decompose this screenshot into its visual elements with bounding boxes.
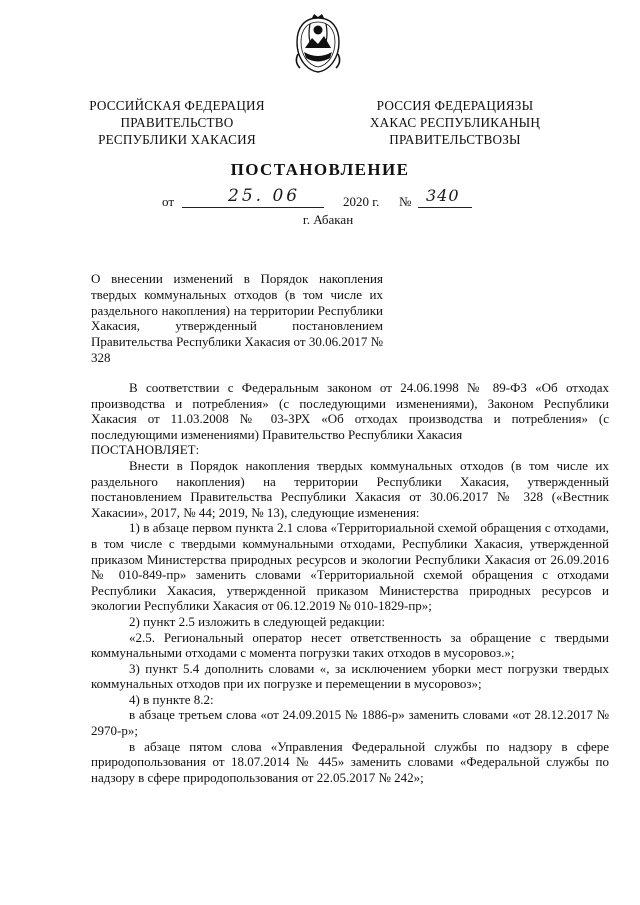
- body-paragraph: в абзаце третьем слова «от 24.09.2015 № 1886-р» заменить словами «от 28.12.2017 № 2970-р»;: [91, 707, 609, 739]
- decree-keyword: ПОСТАНОВЛЯЕТ:: [91, 442, 200, 458]
- document-title: ПОСТАНОВЛЕНИЕ: [230, 160, 410, 179]
- handwritten-number: 340: [426, 186, 460, 205]
- coat-of-arms-emblem: [290, 14, 346, 76]
- document-subject: О внесении изменений в Порядок накопления твердых коммунальных отходов (в том числе их раздельного накопления) на территории Республики Хакасия, утвержденный постановлением Правительства Республики Хакасия от 30.06.2017 № 328: [91, 271, 383, 365]
- body-paragraph: 3) пункт 5.4 дополнить словами «, за исключением уборки мест погрузки твердых коммунальных отходов при их погрузке и перемещении в мусоровоз»;: [91, 660, 609, 692]
- header-right-line: ПРАВИТЕЛЬСТВОЗЫ: [389, 132, 521, 147]
- header-left-line: ПРАВИТЕЛЬСТВО: [120, 115, 234, 130]
- header-right-line: РОССИЯ ФЕДЕРАЦИЯЗЫ: [376, 98, 534, 113]
- header-right-block: [356, 97, 554, 148]
- header-left-line: РОССИЙСКАЯ ФЕДЕРАЦИЯ: [89, 98, 265, 113]
- number-underline: [418, 207, 472, 208]
- city-name: г. Абакан: [302, 212, 354, 227]
- body-paragraph: в абзаце пятом слова «Управления Федеральной службы по надзору в сфере природопользования от 18.07.2014 № 445» заменить словами «Федеральной службы по надзору в сфере природопользования от 22.05.2017 № 242»;: [91, 738, 609, 785]
- number-label: №: [399, 194, 412, 209]
- body-paragraph: 1) в абзаце первом пункта 2.1 слова «Территориальной схемой обращения с отходами, в том числе с твердыми коммунальными отходами, Республики Хакасия, утвержденной приказом Министерства природных ресурсов и экологии Республики Хакасия от 26.09.2016 № 010-849-пр» заменить словами «Территориальной схемой обращения с отходами Республики Хакасия, утвержденной приказом Министерства природных ресурсов и экологии Республики Хакасия от 06.12.2019 № 010-1829-пр»;: [91, 520, 609, 614]
- header-left-line: РЕСПУБЛИКИ ХАКАСИЯ: [98, 132, 256, 147]
- body-paragraph: 4) в пункте 8.2:: [129, 691, 214, 707]
- header-left-block: [78, 97, 276, 148]
- header-right-line: ХАКАС РЕСПУБЛИКАНЫҢ: [369, 115, 541, 130]
- document-body: [91, 380, 609, 785]
- body-paragraph: Внести в Порядок накопления твердых коммунальных отходов (в том числе их раздельного накопления) на территории Республики Хакасия, утвержденный постановлением Правительства Республики Хакасия от 30.06.2017 № 328 («Вестник Хакасии», 2017, № 44; 2019, № 13), следующие изменения:: [91, 457, 609, 520]
- body-paragraph: В соответствии с Федеральным законом от 24.06.1998 № 89-ФЗ «Об отходах производства и потребления» (с последующими изменениями), Законом Республики Хакасия от 11.03.2008 № 03-ЗРХ «Об отходах производства и потребления» (с последующими изменениями) Правительство Республики Хакасия: [91, 380, 609, 442]
- body-paragraph: 2) пункт 2.5 изложить в следующей редакции:: [129, 613, 385, 629]
- body-paragraph: «2.5. Региональный оператор несет ответственность за обращение с твердыми коммунальными отходами с момента погрузки таких отходов в мусоровоз.»;: [91, 629, 609, 661]
- date-underline: [182, 207, 324, 208]
- date-prefix: от: [162, 194, 175, 209]
- handwritten-date: 25. 06: [228, 186, 301, 206]
- date-year: 2020 г.: [343, 194, 380, 209]
